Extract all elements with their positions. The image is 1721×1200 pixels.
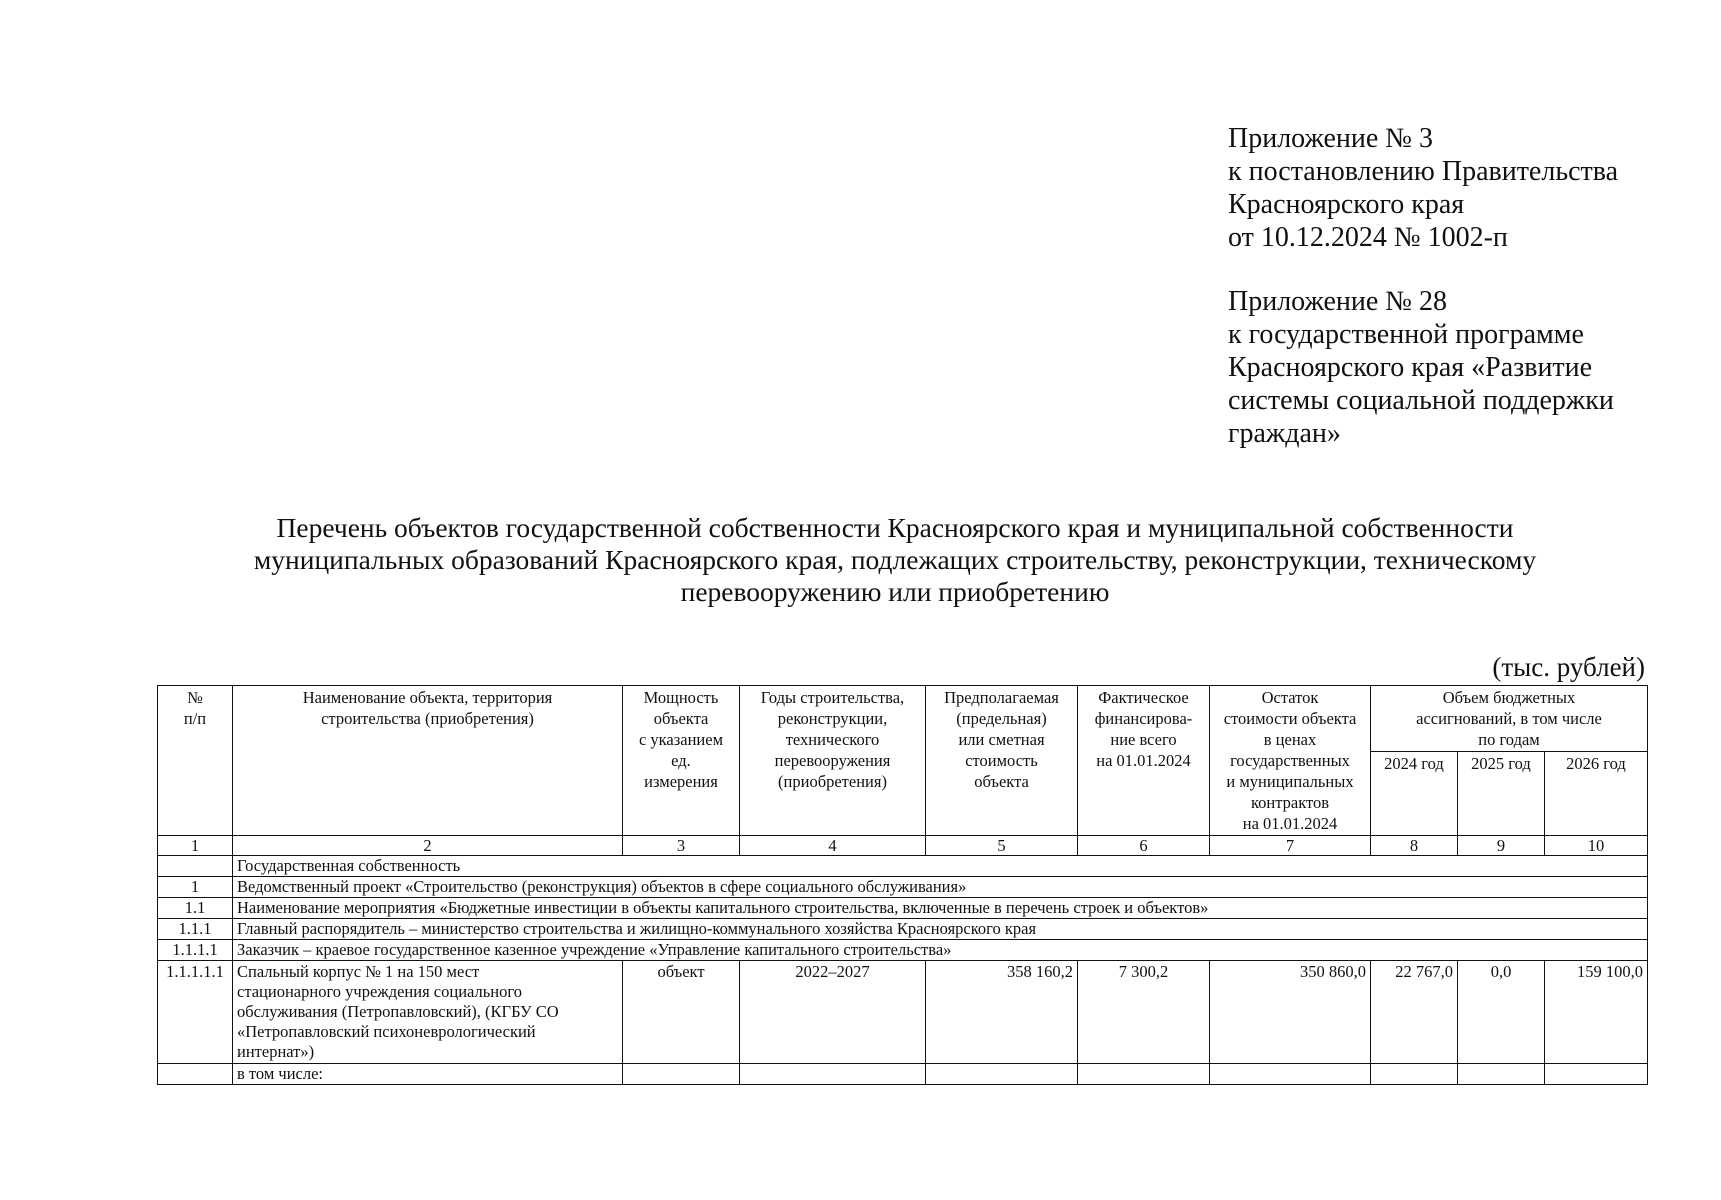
annex-3-line: от 10.12.2024 № 1002-п <box>1228 222 1508 253</box>
section-num: 1.1 <box>158 898 233 919</box>
annex-28-line: к государственной программе <box>1228 319 1584 350</box>
section-num: 1 <box>158 877 233 898</box>
empty-cell <box>1458 1064 1545 1085</box>
annex-28-line: системы социальной поддержки <box>1228 385 1614 416</box>
column-number: 7 <box>1210 836 1371 856</box>
object-actual: 7 300,2 <box>1078 961 1210 1064</box>
section-num: 1.1.1.1 <box>158 940 233 961</box>
annex-3-line: к постановлению Правительства <box>1228 156 1619 187</box>
header-actual: Фактическое финансирова- ние всего на 01.01.2024 <box>1078 686 1210 836</box>
units-label: (тыс. рублей) <box>1492 652 1645 682</box>
title-line: Перечень объектов государственной собственности Красноярского края и муниципальной собственности <box>276 512 1514 543</box>
empty-cell <box>1210 1064 1371 1085</box>
column-numbers-row <box>158 836 1648 856</box>
header-years: Годы строительства, реконструкции, технического перевооружения (приобретения) <box>740 686 926 836</box>
annex-3-block <box>1228 122 1698 254</box>
annex-3-line: Красноярского края <box>1228 189 1465 220</box>
title-line: перевооружению или приобретению <box>680 576 1110 607</box>
annex-28-line: Красноярского края «Развитие <box>1228 352 1593 383</box>
title-line: муниципальных образований Красноярского края, подлежащих строительству, реконструкции, техническому <box>253 544 1537 575</box>
object-2025: 0,0 <box>1458 961 1545 1064</box>
header-budget: Объем бюджетных ассигнований, в том числе по годам <box>1371 686 1648 752</box>
object-years: 2022–2027 <box>740 961 926 1064</box>
column-number: 10 <box>1545 836 1648 856</box>
object-2024: 22 767,0 <box>1371 961 1458 1064</box>
empty-cell <box>740 1064 926 1085</box>
annex-28-block <box>1228 285 1698 450</box>
column-number: 8 <box>1371 836 1458 856</box>
section-num <box>158 856 233 877</box>
annex-28-line: Приложение № 28 <box>1228 286 1447 317</box>
object-capacity: объект <box>623 961 740 1064</box>
header-remainder: Остаток стоимости объекта в ценах государственных и муниципальных контрактов на 01.01.2024 <box>1210 686 1371 836</box>
empty-cell <box>926 1064 1078 1085</box>
annex-3-line: Приложение № 3 <box>1228 123 1433 154</box>
header-2024: 2024 год <box>1371 752 1458 836</box>
header-capacity: Мощность объекта с указанием ед. измерения <box>623 686 740 836</box>
section-text: Заказчик – краевое государственное казенное учреждение «Управление капитального строительства» <box>233 940 1648 961</box>
section-num: 1.1.1 <box>158 919 233 940</box>
section-row <box>158 856 1648 877</box>
column-number: 6 <box>1078 836 1210 856</box>
header-2026: 2026 год <box>1545 752 1648 836</box>
section-row <box>158 898 1648 919</box>
empty-cell <box>1078 1064 1210 1085</box>
including-row <box>158 1064 1648 1085</box>
header-cost: Предполагаемая (предельная) или сметная стоимость объекта <box>926 686 1078 836</box>
object-remainder: 350 860,0 <box>1210 961 1371 1064</box>
object-2026: 159 100,0 <box>1545 961 1648 1064</box>
section-text: Ведомственный проект «Строительство (реконструкция) объектов в сфере социального обслуживания» <box>233 877 1648 898</box>
section-text: Государственная собственность <box>233 856 1648 877</box>
column-number: 3 <box>623 836 740 856</box>
empty-cell <box>1545 1064 1648 1085</box>
column-number: 5 <box>926 836 1078 856</box>
section-row <box>158 940 1648 961</box>
object-cost: 358 160,2 <box>926 961 1078 1064</box>
header-row <box>158 686 1648 752</box>
empty-cell <box>1371 1064 1458 1085</box>
including-label: в том числе: <box>233 1064 623 1085</box>
section-text: Главный распорядитель – министерство строительства и жилищно-коммунального хозяйства Красноярского края <box>233 919 1648 940</box>
column-number: 4 <box>740 836 926 856</box>
object-num: 1.1.1.1.1 <box>158 961 233 1064</box>
object-row <box>158 961 1648 1064</box>
header-num: № п/п <box>158 686 233 836</box>
header-2025: 2025 год <box>1458 752 1545 836</box>
header-name: Наименование объекта, территория строительства (приобретения) <box>233 686 623 836</box>
column-number: 2 <box>233 836 623 856</box>
section-row <box>158 877 1648 898</box>
document-title <box>150 512 1640 608</box>
column-number: 9 <box>1458 836 1545 856</box>
section-text: Наименование мероприятия «Бюджетные инвестиции в объекты капитального строительства, включенные в перечень строек и объектов» <box>233 898 1648 919</box>
empty-cell <box>623 1064 740 1085</box>
column-number: 1 <box>158 836 233 856</box>
object-name: Спальный корпус № 1 на 150 мест стационарного учреждения социального обслуживания (Петропавловский), (КГБУ СО «Петропавловский психоневрологический интернат») <box>233 961 623 1064</box>
annex-28-line: граждан» <box>1228 418 1341 449</box>
objects-table <box>157 685 1648 1085</box>
empty-cell <box>158 1064 233 1085</box>
section-row <box>158 919 1648 940</box>
